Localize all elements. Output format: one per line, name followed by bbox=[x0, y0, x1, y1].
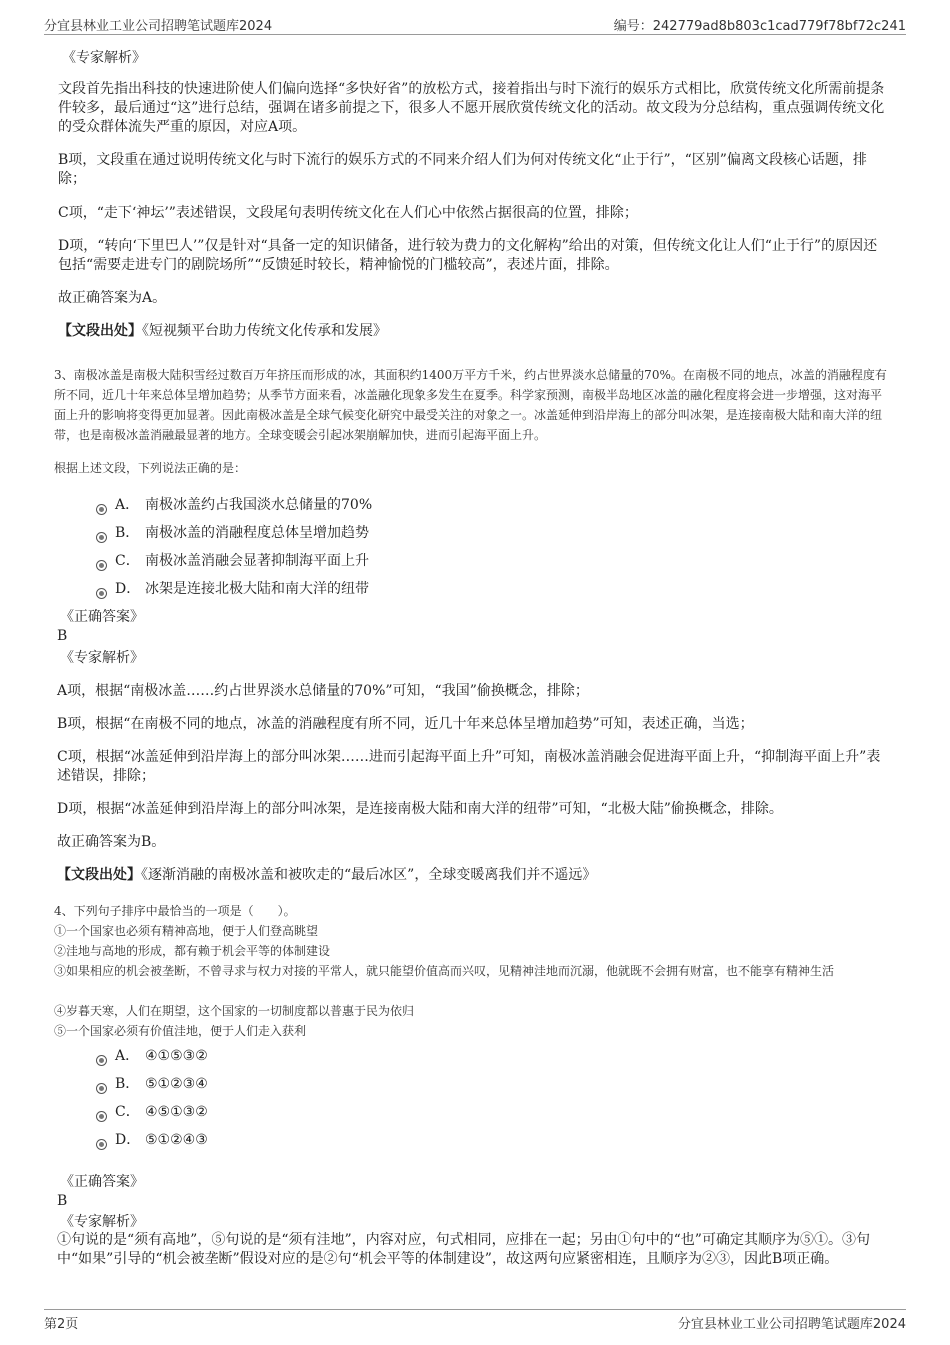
q4-option-b-letter: B． bbox=[115, 1076, 140, 1092]
q2-analysis-label: 《专家解析》 bbox=[62, 50, 146, 66]
q3-option-c[interactable] bbox=[96, 551, 369, 571]
radio-icon[interactable] bbox=[96, 504, 107, 515]
header-title: 分宜县林业工业公司招聘笔试题库2024 bbox=[44, 19, 273, 34]
q3-analysis-c: C项，根据“冰盖延伸到沿岸海上的部分叫冰架……进而引起海平面上升”可知，南极冰盖消融会促进海平面上升，“抑制海平面上升”表述错误，排除； bbox=[57, 749, 881, 784]
q3-option-b-text: 南极冰盖的消融程度总体呈增加趋势 bbox=[145, 525, 369, 541]
q4-answer-value: B bbox=[57, 1193, 68, 1209]
q3-option-c-text: 南极冰盖消融会显著抑制海平面上升 bbox=[145, 553, 369, 569]
q2-source-title: 《短视频平台助力传统文化传承和发展》 bbox=[142, 323, 387, 339]
radio-icon[interactable] bbox=[96, 1111, 107, 1122]
q2-source bbox=[58, 322, 888, 341]
q3-analysis-b: B项，根据“在南极不同的地点，冰盖的消融程度有所不同，近几十年来总体呈增加趋势”可知，表述正确，当选； bbox=[57, 716, 754, 732]
q4-option-c-letter: C． bbox=[115, 1104, 140, 1120]
q3-analysis-d: D项，根据“冰盖延伸到沿岸海上的部分叫冰架，是连接南极大陆和南大洋的纽带”可知，“北极大陆”偷换概念，排除。 bbox=[57, 801, 783, 817]
q4-option-c-text: ④⑤①③② bbox=[145, 1104, 208, 1120]
q3-prompt: 根据上述文段，下列说法正确的是： bbox=[54, 461, 247, 475]
q2-analysis-para3: C项，“走下‘神坛’”表述错误，文段尾句表明传统文化在人们心中依然占据很高的位置，排除； bbox=[58, 205, 638, 221]
document-code: 编号：242779ad8b803c1cad779f78bf72c241 bbox=[613, 19, 906, 34]
q2-conclusion: 故正确答案为A。 bbox=[58, 290, 167, 306]
q4-option-d-text: ⑤①②④③ bbox=[145, 1132, 208, 1148]
q3-analysis-a: A项，根据“南极冰盖……约占世界淡水总储量的70%”可知，“我国”偷换概念，排除； bbox=[57, 683, 589, 699]
q4-sentence-5: ⑤一个国家必须有价值洼地，便于人们走入获利 bbox=[54, 1024, 307, 1038]
q3-option-a-text: 南极冰盖约占我国淡水总储量的70% bbox=[145, 497, 373, 513]
q3-source-label: 【文段出处】 bbox=[57, 867, 141, 883]
q4-sentence-4: ④岁暮天寒，人们在期望，这个国家的一切制度都以普惠于民为依归 bbox=[54, 1004, 415, 1018]
q4-sentence-1: ①一个国家也必须有精神高地，便于人们登高眺望 bbox=[54, 924, 319, 938]
q4-option-b-text: ⑤①②③④ bbox=[145, 1076, 208, 1092]
q3-answer-value: B bbox=[57, 628, 68, 644]
q2-source-label: 【文段出处】 bbox=[58, 323, 142, 339]
q4-sentence-3: ③如果相应的机会被垄断，不曾寻求与权力对接的平常人，就只能望价值高而兴叹，见精神洼地而沉溺，他就既不会拥有财富，也不能享有精神生活 bbox=[54, 964, 835, 978]
q3-analysis-label: 《专家解析》 bbox=[60, 650, 144, 666]
q4-stem: 4、下列句子排序中最恰当的一项是（ ）。 bbox=[54, 904, 296, 918]
q3-answer-label: 《正确答案》 bbox=[60, 609, 144, 625]
q4-analysis-text: ①句说的是“须有高地”，⑤句说的是“须有洼地”，内容对应，句式相同，应排在一起；另由①句中的“也”可确定其顺序为⑤①。③句中“如果”引导的“机会被垄断”假设对应的是②句“机会平等的体制建设”，故这两句应紧密相连，且顺序为②③，因此B项正确。 bbox=[57, 1232, 870, 1267]
q4-analysis-label: 《专家解析》 bbox=[60, 1214, 144, 1230]
radio-icon[interactable] bbox=[96, 560, 107, 571]
q3-source bbox=[57, 866, 887, 885]
q3-option-a-letter: A． bbox=[115, 497, 140, 513]
q3-option-c-letter: C． bbox=[115, 553, 140, 569]
q4-option-a-text: ④①⑤③② bbox=[145, 1048, 208, 1064]
radio-icon[interactable] bbox=[96, 588, 107, 599]
q4-option-a-letter: A． bbox=[115, 1048, 140, 1064]
radio-icon[interactable] bbox=[96, 1055, 107, 1066]
q2-analysis-para2: B项，文段重在通过说明传统文化与时下流行的娱乐方式的不同来介绍人们为何对传统文化“止于行”，“区别”偏离文段核心话题，排除； bbox=[58, 152, 867, 187]
q3-option-d[interactable] bbox=[96, 579, 369, 599]
page-number: 第2页 bbox=[44, 1317, 79, 1332]
q3-option-a[interactable] bbox=[96, 495, 372, 515]
radio-icon[interactable] bbox=[96, 532, 107, 543]
radio-icon[interactable] bbox=[96, 1139, 107, 1150]
footer-divider bbox=[44, 1309, 906, 1310]
footer-title: 分宜县林业工业公司招聘笔试题库2024 bbox=[677, 1317, 906, 1332]
q4-option-a[interactable] bbox=[96, 1046, 208, 1066]
q3-option-b-letter: B． bbox=[115, 525, 140, 541]
q4-answer-label: 《正确答案》 bbox=[60, 1174, 144, 1190]
q3-source-title: 《逐渐消融的南极冰盖和被吹走的“最后冰区”，全球变暖离我们并不遥远》 bbox=[141, 867, 597, 883]
q3-conclusion: 故正确答案为B。 bbox=[57, 834, 166, 850]
radio-icon[interactable] bbox=[96, 1083, 107, 1094]
q2-analysis-para1: 文段首先指出科技的快速进阶使人们偏向选择“多快好省”的放松方式，接着指出与时下流行的娱乐方式相比，欣赏传统文化所需前提条件较多，最后通过“这”进行总结，强调在诸多前提之下，很多人不愿开展欣赏传统文化的活动。故文段为分总结构，重点强调传统文化的受众群体流失严重的原因，对应A项。 bbox=[58, 81, 885, 135]
q3-option-d-letter: D． bbox=[115, 581, 141, 597]
q4-option-b[interactable] bbox=[96, 1074, 208, 1094]
q4-option-d-letter: D． bbox=[115, 1132, 141, 1148]
q3-stem: 3、南极冰盖是南极大陆积雪经过数百万年挤压而形成的冰，其面积约1400万平方千米，约占世界淡水总储量的70%。在南极不同的地点，冰盖的消融程度有所不同，近几十年来总体呈增加趋势；从季节方面来看，冰盖融化现象多发生在夏季。科学家预测，南极半岛地区冰盖的融化程度将会进一步增强，这对海平面上升的影响将变得更加显著。因此南极冰盖是全球气候变化研究中最受关注的对象之一。冰盖延伸到沿岸海上的部分叫冰架，是连接南极大陆和南大洋的纽带，也是南极冰盖消融最显著的地方。全球变暖会引起冰架崩解加快，进而引起海平面上升。 bbox=[54, 368, 887, 442]
q3-option-b[interactable] bbox=[96, 523, 369, 543]
q4-option-d[interactable] bbox=[96, 1130, 208, 1150]
q2-analysis-para4: D项，“转向‘下里巴人’”仅是针对“具备一定的知识储备，进行较为费力的文化解构”给出的对策，但传统文化让人们“止于行”的原因还包括“需要走进专门的剧院场所”“反馈延时较长，精神愉悦的门槛较高”，表述片面，排除。 bbox=[58, 238, 878, 273]
header-divider bbox=[44, 34, 906, 35]
q4-sentence-2: ②洼地与高地的形成，都有赖于机会平等的体制建设 bbox=[54, 944, 331, 958]
q4-option-c[interactable] bbox=[96, 1102, 208, 1122]
q3-option-d-text: 冰架是连接北极大陆和南大洋的纽带 bbox=[145, 581, 369, 597]
